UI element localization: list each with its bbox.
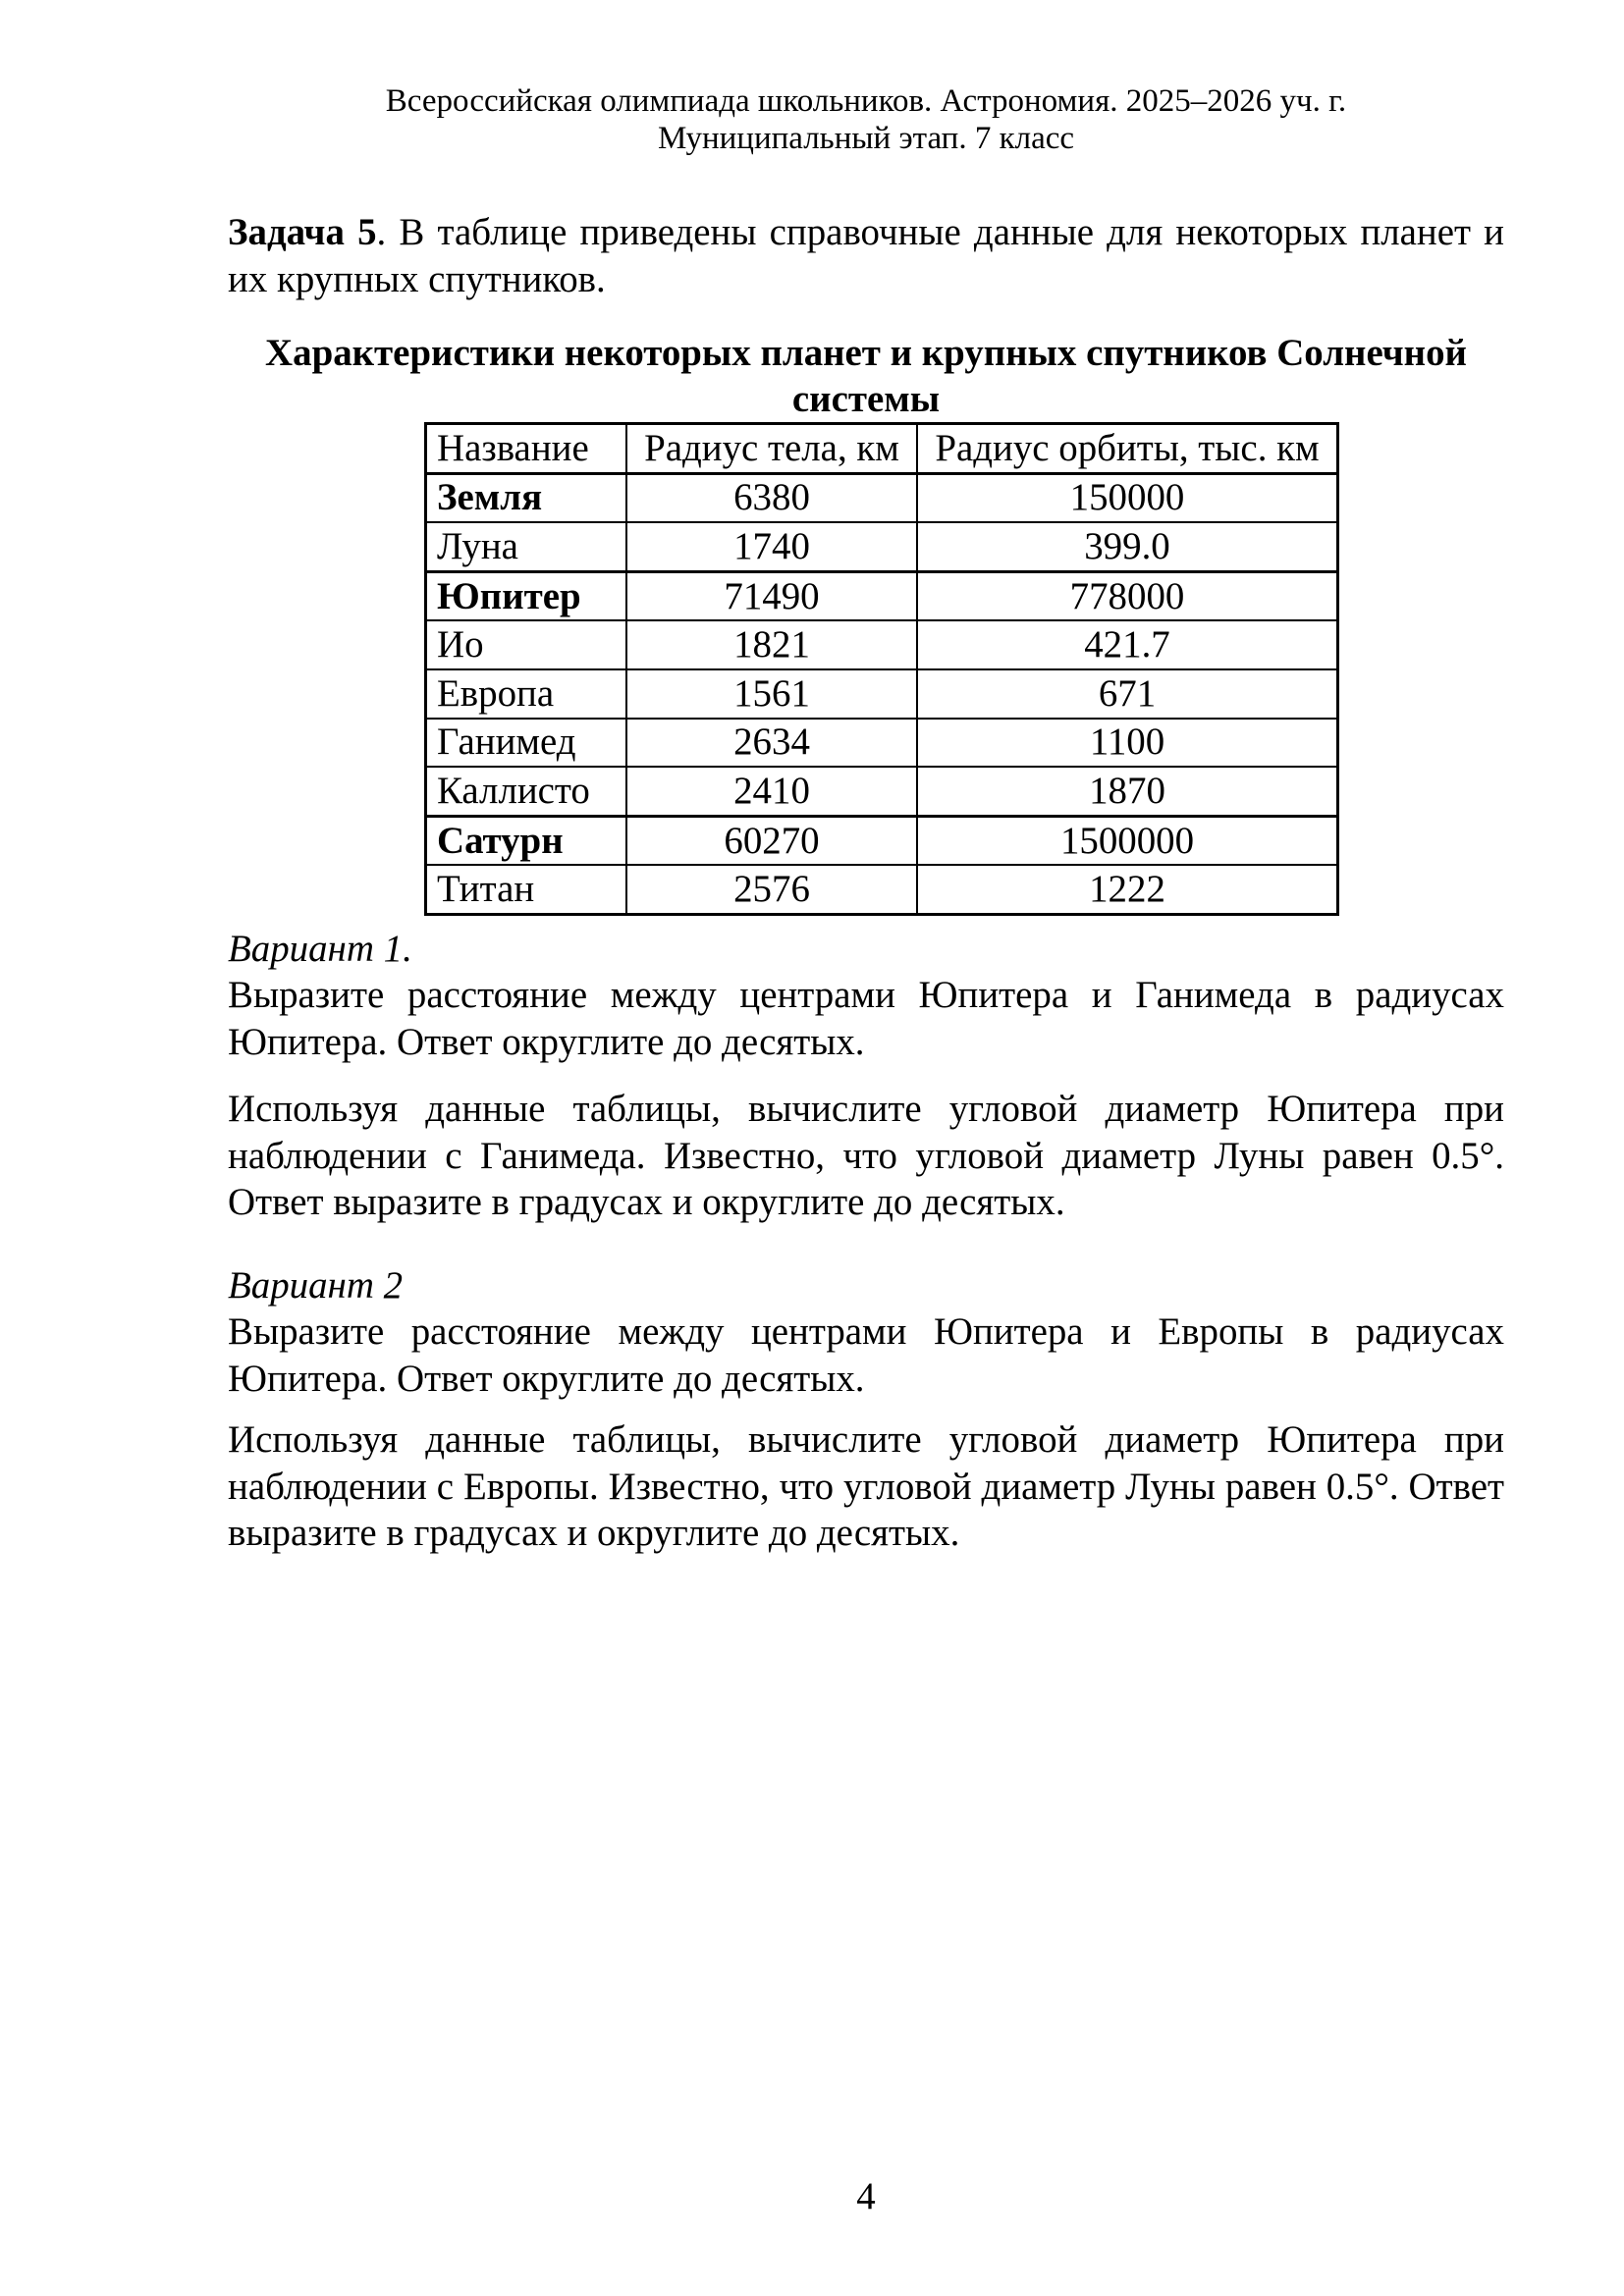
cell-body-radius: 60270 <box>626 816 917 865</box>
cell-orbit-radius: 421.7 <box>917 620 1338 669</box>
cell-orbit-radius: 1500000 <box>917 816 1338 865</box>
cell-body-radius: 2634 <box>626 719 917 768</box>
cell-body-name: Сатурн <box>426 816 627 865</box>
variant1-question1: Выразите расстояние между центрами Юпитера и Ганимеда в радиусах Юпитера. Ответ округлите до десятых. <box>228 974 1504 1063</box>
cell-body-name: Европа <box>426 669 627 719</box>
cell-body-name: Земля <box>426 473 627 522</box>
cell-orbit-radius: 1100 <box>917 719 1338 768</box>
cell-body-name: Луна <box>426 522 627 571</box>
cell-body-radius: 6380 <box>626 473 917 522</box>
table-row <box>426 669 1338 719</box>
variant1-label: Вариант 1. <box>228 928 412 970</box>
table-row <box>426 816 1338 865</box>
page-number: 4 <box>856 2175 876 2217</box>
table-title: Характеристики некоторых планет и крупных спутников Солнечной системы <box>265 332 1467 420</box>
cell-orbit-radius: 1870 <box>917 767 1338 816</box>
cell-body-radius: 1740 <box>626 522 917 571</box>
cell-orbit-radius: 150000 <box>917 473 1338 522</box>
task-number-label: Задача 5 <box>228 211 377 253</box>
table-row <box>426 620 1338 669</box>
cell-body-name: Ио <box>426 620 627 669</box>
variant2-label: Вариант 2 <box>228 1264 404 1307</box>
cell-orbit-radius: 399.0 <box>917 522 1338 571</box>
column-header-name: Название <box>426 424 627 474</box>
cell-body-radius: 2410 <box>626 767 917 816</box>
variant2-question1: Выразите расстояние между центрами Юпитера и Европы в радиусах Юпитера. Ответ округлите до десятых. <box>228 1310 1504 1400</box>
cell-body-radius: 1821 <box>626 620 917 669</box>
task-statement-text: . В таблице приведены справочные данные для некоторых планет и их крупных спутников. <box>228 211 1504 300</box>
cell-body-name: Каллисто <box>426 767 627 816</box>
cell-body-name: Ганимед <box>426 719 627 768</box>
table-body <box>426 424 1338 915</box>
variant1-question2: Используя данные таблицы, вычислите угловой диаметр Юпитера при наблюдении с Ганимеда. Известно, что угловой диаметр Луны равен 0.5°. Ответ выразите в градусах и округлите до десятых. <box>228 1088 1504 1223</box>
table-row <box>426 522 1338 571</box>
cell-orbit-radius: 1222 <box>917 865 1338 914</box>
task-statement <box>228 209 1504 302</box>
running-header <box>228 82 1504 157</box>
table-header-row <box>426 424 1338 474</box>
table-row <box>426 719 1338 768</box>
table-row <box>426 473 1338 522</box>
cell-body-radius: 71490 <box>626 571 917 620</box>
table-row <box>426 571 1338 620</box>
table-row <box>426 865 1338 914</box>
cell-orbit-radius: 671 <box>917 669 1338 719</box>
variant2-question2: Используя данные таблицы, вычислите угловой диаметр Юпитера при наблюдении с Европы. Известно, что угловой диаметр Луны равен 0.5°. Ответ выразите в градусах и округлите до десятых. <box>228 1418 1504 1554</box>
column-header-body-radius: Радиус тела, км <box>626 424 917 474</box>
cell-body-radius: 1561 <box>626 669 917 719</box>
cell-orbit-radius: 778000 <box>917 571 1338 620</box>
cell-body-name: Юпитер <box>426 571 627 620</box>
cell-body-radius: 2576 <box>626 865 917 914</box>
header-line-stage: Муниципальный этап. 7 класс <box>657 121 1075 156</box>
cell-body-name: Титан <box>426 865 627 914</box>
characteristics-table <box>424 422 1339 916</box>
header-line-olympiad: Всероссийская олимпиада школьников. Астрономия. 2025–2026 уч. г. <box>385 83 1347 119</box>
table-row <box>426 767 1338 816</box>
column-header-orbit-radius: Радиус орбиты, тыс. км <box>917 424 1338 474</box>
